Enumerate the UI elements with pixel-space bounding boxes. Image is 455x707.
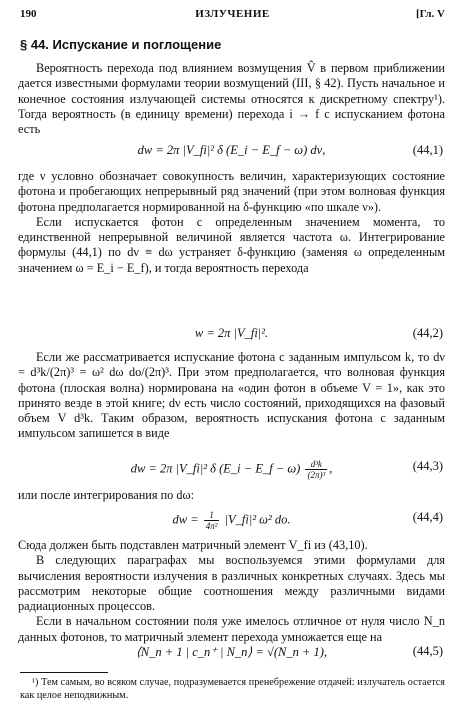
equation-main: dw = 2π |V_fi|² δ (E_i − E_f − ω) — [130, 461, 301, 476]
fraction-denominator: (2π)³ — [307, 470, 326, 480]
equation-rhs: |V_fi|² ω² do. — [224, 512, 291, 527]
equation-44-1 — [18, 143, 445, 163]
equation-number: (44,1) — [412, 143, 443, 157]
equation-formula — [18, 459, 445, 480]
equation-44-3 — [18, 459, 445, 479]
paragraph-1: Вероятность перехода под влиянием возмущения V̂ в первом приближении дается известными формулами теории возмущений (III, § 42). Пусть начальное и конечное состояния излучающей системы относятся к дискретному спектру¹). Тогда вероятность (в единицу времени) перехода i → f с испусканием фотона есть — [18, 61, 445, 137]
running-title: ИЗЛУЧЕНИЕ — [195, 8, 270, 20]
fraction-numerator: d³k — [305, 459, 327, 470]
paragraph-group-6 — [18, 538, 445, 645]
equation-number: (44,3) — [412, 459, 443, 473]
paragraph-7: В следующих параграфах мы воспользуемся этими формулами для вычисления вероятности излучения в различных конкретных случаях. Здесь мы рассмотрим некоторые общие соотношения между различными видами радиационных процессов. — [18, 553, 445, 614]
fraction-numerator: 1 — [204, 510, 220, 521]
equation-44-2 — [18, 326, 445, 346]
equation-number: (44,4) — [412, 510, 443, 524]
equation-formula: w = 2π |V_fi|². — [194, 326, 269, 340]
fraction-denominator: 4π² — [205, 521, 218, 531]
paragraph-group-2 — [18, 169, 445, 276]
paragraph-8: Если в начальном состоянии поля уже имелось отличное от нуля число N_n данных фотонов, то матричный элемент перехода умножается еще на — [18, 614, 445, 644]
equation-number: (44,2) — [412, 326, 443, 340]
equation-44-4 — [18, 510, 445, 530]
equation-formula — [18, 510, 445, 531]
fraction — [305, 459, 327, 480]
equation-44-5 — [18, 644, 445, 664]
section-title: § 44. Испускание и поглощение — [20, 37, 222, 52]
chapter-label: [Гл. V — [415, 8, 445, 20]
equation-tail: , — [329, 461, 333, 476]
paragraph-intro — [18, 61, 445, 137]
equation-lhs: dw = — [172, 512, 199, 527]
footnote-divider — [20, 672, 108, 673]
page-header — [20, 8, 445, 24]
paragraph-6: Сюда должен быть подставлен матричный элемент V_fi из (43,10). — [18, 538, 368, 552]
paragraph-3: Если испускается фотон с определенным значением момента, то единственной непрерывной величиной является частота ω. Интегрирование формулы (44,1) по dν ≡ dω устраняет δ-функцию (заменяя ω определенным значением ω = E_i − E_f), и тогда вероятность перехода — [18, 214, 445, 275]
footnote-text: ¹) Тем самым, во всяком случае, подразумевается пренебрежение отдачей: излучатель остается как целое неподвижным. — [20, 677, 445, 701]
equation-formula: ⟨N_n + 1 | c_n⁺ | N_n⟩ = √(N_n + 1), — [135, 645, 328, 659]
paragraph-4: Если же рассматривается испускание фотона с заданным импульсом k, то dν = d³k/(2π)³ = ω² dω do/(2π)³. При этом предполагается, что волновая функция фотона (плоская волна) нормирована на «один фотон в объеме V = 1», как это принято везде в этой книге; dν есть число состояний, приходящихся на фазовый объем V d³k. Таким образом, вероятность испускания фотона с заданным импульсом запишется в виде — [18, 350, 445, 441]
paragraph-group-5 — [18, 488, 445, 503]
equation-number: (44,5) — [412, 644, 443, 658]
equation-formula: dw = 2π |V_fi|² δ (E_i − E_f − ω) dν, — [137, 143, 326, 157]
footnote — [20, 676, 445, 702]
paragraph-2: где ν условно обозначает совокупность величин, характеризующих состояние фотона и пробегающих непрерывный ряд значений (при этом волновая функция фотона предполагается нормированной на δ-функцию «по шкале ν»). — [18, 169, 445, 214]
paragraph-5: или после интегрирования по dω: — [18, 488, 195, 502]
paragraph-group-4 — [18, 350, 445, 442]
page-number: 190 — [20, 8, 37, 20]
fraction — [204, 510, 220, 531]
